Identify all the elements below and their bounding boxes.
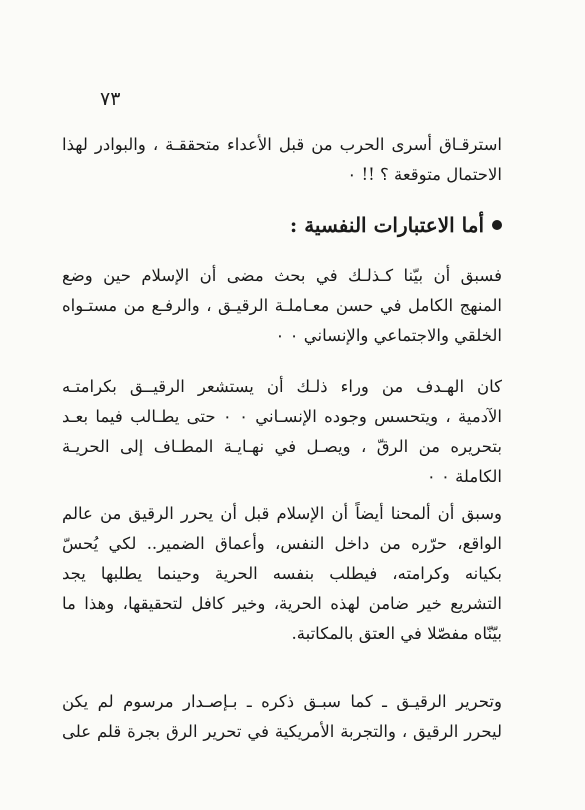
paragraph-line: وتحرير الرقيـق ـ كما سبـق ذكره ـ بـإصـدار مرسوم لم يكن xyxy=(62,692,502,711)
section-heading-text: أما الاعتبارات النفسية : xyxy=(289,213,484,237)
paragraph-line: ليحرر الرقيق ، والتجربة الأمريكية في تحرير الرق بجرة قلم على xyxy=(62,722,502,741)
paragraph-line: بيّنّاه مفصّلا في العتق بالمكاتبة. xyxy=(291,624,502,643)
paragraph-line: الكاملة ٠ ٠ xyxy=(426,467,502,486)
paragraph-4 xyxy=(62,499,502,649)
paragraph-line: المنهج الكامل في حسن معـاملـة الرقيـق ، والرفـع من مستـواه xyxy=(62,296,502,315)
paragraph-line: كان الهـدف من وراء ذلـك أن يستشعر الرقيــق بكرامتـه xyxy=(62,377,502,396)
page-number: ٧٣ xyxy=(100,88,121,110)
paragraph-line: وسبق أن ألمحنا أيضاً أن الإسلام قبل أن يحرر الرقيق من عالم xyxy=(62,504,502,523)
paragraph-line: استرقـاق أسرى الحرب من قبل الأعداء متحققـة ، والبوادر لهذا xyxy=(62,135,502,154)
paragraph-5 xyxy=(62,687,502,747)
paragraph-line: التشريع خير ضامن لهذه الحرية، وخير كافل لتحقيقها، وهذا ما xyxy=(62,594,502,613)
section-heading xyxy=(290,213,502,237)
paragraph-line: الاحتمال متوقعة ؟ !! ٠ xyxy=(347,165,502,184)
paragraph-line: الآدمية ، ويتحسس وجوده الإنسـاني ٠ ٠ حتى يطـالب فيما بعـد xyxy=(62,407,502,426)
paragraph-line: الواقع، حرّره من داخل النفس، وأعماق الضمير.. لكي يُحسّ xyxy=(62,534,502,553)
paragraph-line: بكيانه وكرامته، فيطلب بنفسه الحرية وحينما يطلبها يجد xyxy=(62,564,502,583)
paragraph-line: الخلقي والاجتماعي والإنساني ٠ ٠ xyxy=(275,326,502,345)
paragraph-1 xyxy=(62,130,502,190)
paragraph-3 xyxy=(62,372,502,492)
bullet-icon xyxy=(492,220,502,230)
paragraph-2 xyxy=(62,261,502,351)
paragraph-line: بتحريره من الرقّ ، ويصـل في نهـايـة المطـاف إلى الحريـة xyxy=(62,437,502,456)
paragraph-line: فسبق أن بيّنا كـذلـك في بحث مضى أن الإسلام حين وضع xyxy=(62,266,502,285)
